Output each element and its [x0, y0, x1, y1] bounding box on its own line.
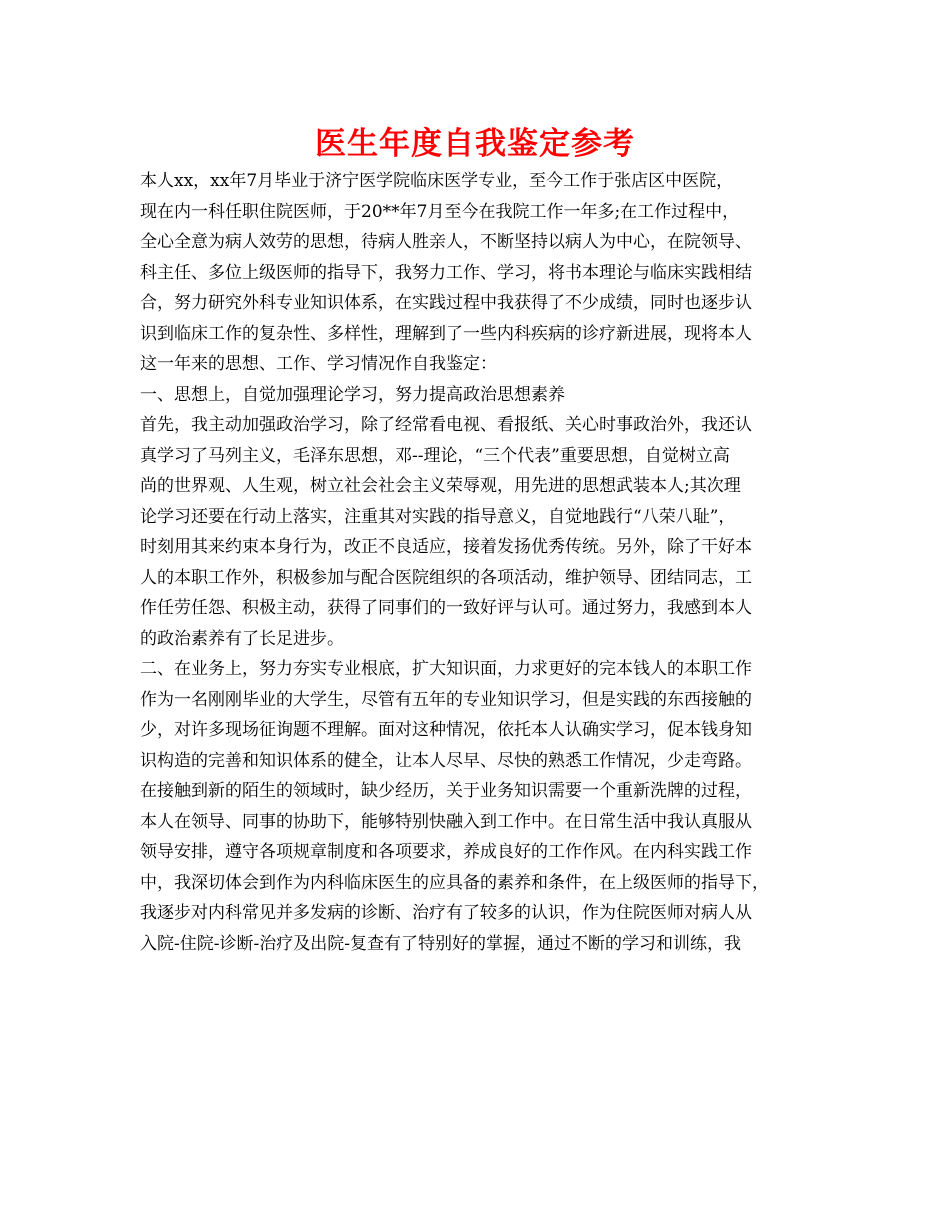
body-line: 现在内一科任职住院医师，于20**年7月至今在我院工作一年多;在工作过程中，	[140, 201, 740, 222]
body-line: 时刻用其来约束本身行为，改正不良适应，接着发扬优秀传统。另外，除了干好本	[140, 537, 752, 557]
body-line: 领导安排，遵守各项规章制度和各项要求，养成良好的工作作风。在内科实践工作	[140, 842, 752, 862]
document-body	[140, 166, 840, 959]
body-line: 人的本职工作外，积极参加与配合医院组织的各项活动，维护领导、团结同志，工	[140, 567, 752, 588]
body-line: 的政治素养有了长足进步。	[140, 628, 344, 649]
body-line: 识构造的完善和知识体系的健全，让本人尽早、尽快的熟悉工作情况，少走弯路。	[140, 750, 752, 771]
body-line: 中，我深切体会到作为内科临床医生的应具备的素养和条件，在上级医师的指导下，	[140, 872, 769, 893]
body-line: 本人xx，xx年7月毕业于济宁医学院临床医学专业，至今工作于张店区中医院，	[140, 171, 734, 191]
body-line: 全心全意为病人效劳的思想，待病人胜亲人，不断坚持以病人为中心，在院领导、	[140, 232, 752, 252]
body-line: 作任劳任怨、积极主动，获得了同事们的一致好评与认可。通过努力，我感到本人	[140, 598, 752, 618]
body-line: 少，对许多现场征询题不理解。面对这种情况，依托本人认确实学习，促本钱身知	[140, 720, 752, 740]
body-line: 尚的世界观、人生观，树立社会社会主义荣辱观，用先进的思想武装本人;其次理	[140, 476, 741, 496]
body-line: 首先，我主动加强政治学习，除了经常看电视、看报纸、关心时事政治外，我还认	[140, 415, 752, 435]
body-line: 这一年来的思想、工作、学习情况作自我鉴定：	[140, 354, 497, 374]
body-line: 在接触到新的陌生的领域时，缺少经历，关于业务知识需要一个重新洗牌的过程，	[140, 781, 752, 801]
body-line: 我逐步对内科常见并多发病的诊断、治疗有了较多的认识，作为住院医师对病人从	[140, 903, 752, 923]
body-line: 作为一名刚刚毕业的大学生，尽管有五年的专业知识学习，但是实践的东西接触的	[140, 689, 752, 710]
body-line: 入院-住院-诊断-治疗及出院-复查有了特别好的掌握，通过不断的学习和训练，我	[140, 933, 741, 954]
section-heading-1: 一、思想上，自觉加强理论学习，努力提高政治思想素养	[140, 384, 565, 405]
section-heading-2: 二、在业务上，努力夯实专业根底，扩大知识面，力求更好的完本钱人的本职工作	[140, 659, 752, 679]
body-line: 合，努力研究外科专业知识体系，在实践过程中我获得了不少成绩，同时也逐步认	[140, 293, 752, 313]
body-line: 科主任、多位上级医师的指导下，我努力工作、学习，将书本理论与临床实践相结	[140, 262, 752, 283]
body-line: 真学习了马列主义，毛泽东思想，邓--理论，“三个代表”重要思想，自觉树立高	[140, 445, 730, 466]
body-line: 论学习还要在行动上落实，注重其对实践的指导意义，自觉地践行“八荣八耻”，	[140, 506, 736, 527]
document-title: 医生年度自我鉴定参考	[315, 126, 635, 162]
body-line: 识到临床工作的复杂性、多样性，理解到了一些内科疾病的诊疗新进展，现将本人	[140, 323, 752, 344]
body-line: 本人在领导、同事的协助下，能够特别快融入到工作中。在日常生活中我认真服从	[140, 811, 752, 832]
